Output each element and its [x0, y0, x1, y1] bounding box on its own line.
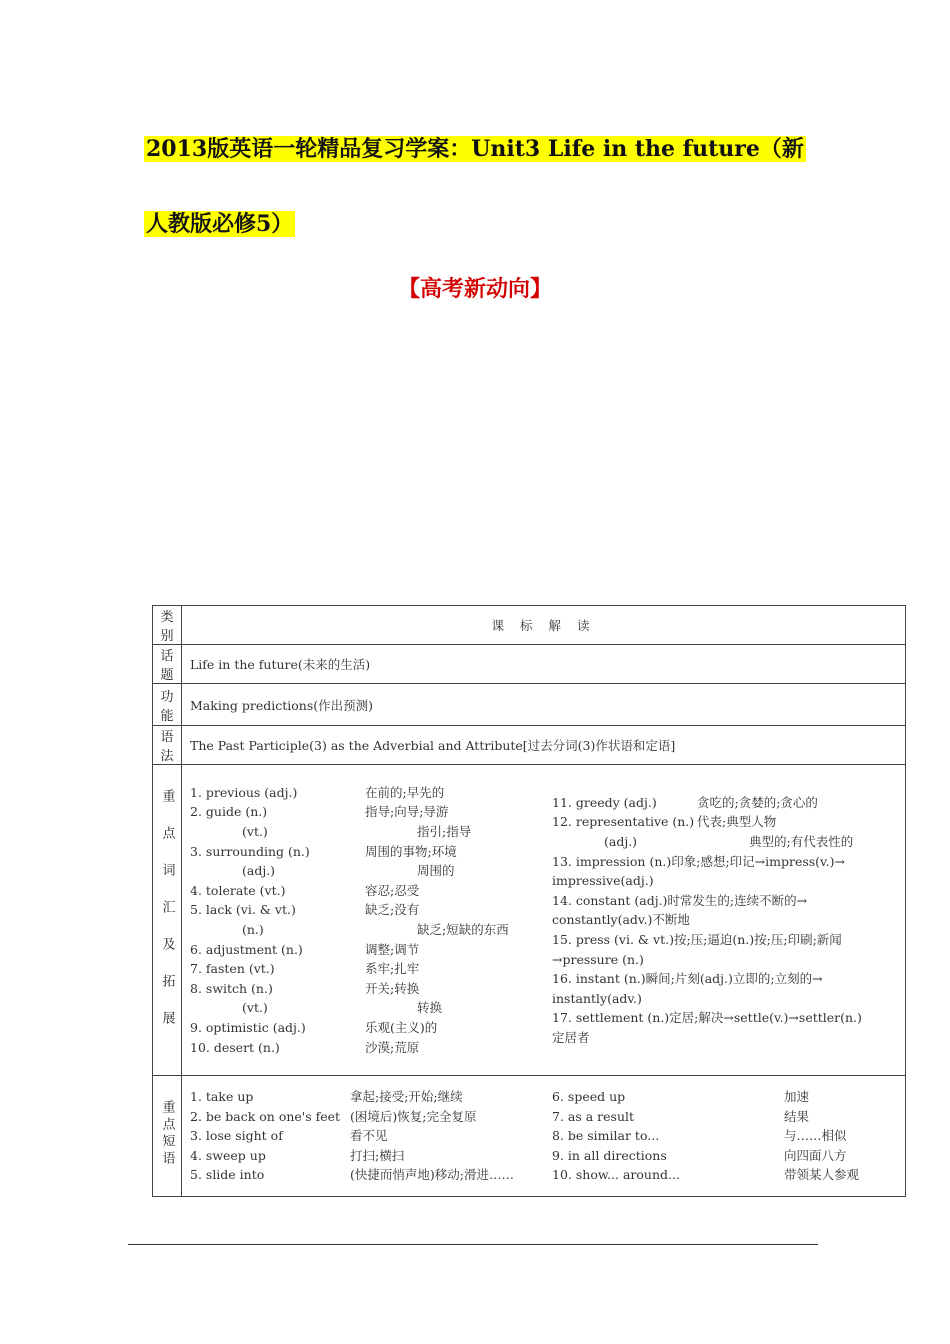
entry-english: 7. fasten (vt.): [190, 961, 275, 977]
entry-chinese: 调整;调节: [365, 941, 420, 957]
grammar-row: [153, 726, 906, 765]
list-item: [552, 1165, 897, 1185]
entry-english: 3. surrounding (n.): [190, 843, 310, 859]
list-item: [190, 979, 535, 999]
entry-english: (adj.): [604, 834, 638, 850]
entry-chinese: 向四面八方: [784, 1147, 847, 1163]
entry-chinese: 缺乏;没有: [365, 902, 420, 918]
list-item: [552, 1028, 897, 1048]
list-item: [190, 881, 535, 901]
function-label: 功能: [153, 684, 182, 726]
topic-label: 话题: [153, 645, 182, 684]
entry-english: 3. lose sight of: [190, 1128, 283, 1144]
entry-chinese: 缺乏;短缺的东西: [417, 922, 509, 937]
vocabulary-row: [153, 765, 906, 1076]
entry-english: 9. in all directions: [552, 1147, 667, 1163]
phrases-label: 重点短语: [153, 1076, 182, 1197]
list-item: [552, 930, 897, 950]
list-item: [190, 940, 535, 960]
entry-english: (n.): [242, 922, 264, 937]
list-item: [552, 852, 897, 872]
entry-english: 11. greedy (adj.): [552, 794, 657, 810]
entry-chinese: 指导;向导;导游: [365, 804, 449, 820]
entry-text: impressive(adj.): [552, 873, 654, 889]
phrases-left-column: [190, 1087, 535, 1185]
entry-chinese: 乐观(主义)的: [365, 1019, 438, 1035]
list-item: [552, 1126, 897, 1146]
document-title-line-2: 人教版必修5）: [146, 211, 294, 237]
list-item: [190, 1165, 535, 1185]
phrases-row: [153, 1076, 906, 1197]
list-item: [552, 910, 897, 930]
entry-english: 1. previous (adj.): [190, 784, 298, 800]
list-item: [552, 1087, 897, 1107]
entry-english: 10. desert (n.): [190, 1039, 280, 1055]
entry-chinese: (快捷而悄声地)移动;滑进……: [350, 1167, 514, 1183]
entry-english: 2. guide (n.): [190, 804, 268, 820]
curriculum-table: [152, 605, 906, 1197]
entry-english: 8. be similar to...: [552, 1128, 660, 1144]
function-row: [153, 684, 906, 726]
entry-chinese: 在前的;早先的: [365, 784, 445, 800]
entry-english: 5. slide into: [190, 1167, 265, 1183]
entry-chinese: 周围的事物;环境: [365, 843, 457, 859]
entry-text: →pressure (n.): [552, 951, 644, 967]
footer-divider: [128, 1244, 818, 1245]
list-item: [552, 793, 897, 813]
entry-chinese: 加速: [784, 1089, 810, 1105]
entry-chinese: 典型的;有代表性的: [749, 834, 854, 850]
list-item: [190, 920, 535, 940]
document-title-line-1: 2013版英语一轮精品复习学案：Unit3 Life in the future（新: [146, 136, 804, 162]
entry-english: 8. switch (n.): [190, 980, 273, 996]
list-item: [190, 861, 535, 881]
entry-chinese: 转换: [417, 1000, 443, 1016]
list-item: [552, 871, 897, 891]
list-item: [190, 1107, 535, 1127]
entry-chinese: 贪吃的;贪婪的;贪心的: [697, 794, 818, 810]
list-item: [190, 842, 535, 862]
list-item: [552, 832, 897, 852]
list-item: [552, 891, 897, 911]
entry-chinese: 系牢;扎牢: [365, 961, 420, 977]
header-category: 类别: [153, 606, 182, 645]
entry-chinese: 带领某人参观: [784, 1167, 860, 1183]
list-item: [552, 950, 897, 970]
list-item: [190, 1038, 535, 1058]
entry-chinese: 开关;转换: [365, 980, 420, 996]
entry-chinese: 看不见: [350, 1128, 388, 1144]
entry-english: (vt.): [242, 1000, 268, 1016]
entry-chinese: 代表;典型人物: [697, 814, 777, 830]
entry-text: 17. settlement (n.)定居;解决→settle(v.)→settler(n.): [552, 1010, 862, 1026]
entry-text: 14. constant (adj.)时常发生的;连续不断的→: [552, 892, 808, 908]
entry-english: 4. sweep up: [190, 1147, 266, 1163]
entry-text: 定居者: [552, 1029, 590, 1045]
table-header-row: [153, 606, 906, 645]
entry-chinese: 指引;指导: [417, 824, 472, 840]
entry-text: 16. instant (n.)瞬间;片刻(adj.)立即的;立刻的→: [552, 971, 823, 987]
entry-english: 4. tolerate (vt.): [190, 882, 286, 898]
entry-english: 2. be back on one's feet: [190, 1108, 341, 1124]
list-item: [190, 783, 535, 803]
topic-text: Life in the future(未来的生活): [182, 645, 906, 684]
entry-text: constantly(adv.)不断地: [552, 912, 690, 928]
entry-chinese: 容忍;忍受: [365, 882, 420, 898]
list-item: [552, 812, 897, 832]
entry-chinese: 拿起;接受;开始;继续: [350, 1089, 463, 1105]
entry-chinese: 与……相似: [784, 1128, 847, 1144]
entry-english: 1. take up: [190, 1089, 254, 1105]
grammar-label: 语法: [153, 726, 182, 765]
phrases-right-column: [552, 1087, 897, 1185]
header-content: 课 标 解 读: [182, 606, 906, 645]
function-text: Making predictions(作出预测): [182, 684, 906, 726]
list-item: [190, 802, 535, 822]
entry-english: 7. as a result: [552, 1108, 635, 1124]
vocabulary-content: [182, 765, 906, 1076]
list-item: [190, 900, 535, 920]
entry-text: 13. impression (n.)印象;感想;印记→impress(v.)→: [552, 853, 845, 869]
list-item: [190, 1146, 535, 1166]
entry-english: (vt.): [242, 824, 268, 840]
topic-row: [153, 645, 906, 684]
entry-english: 9. optimistic (adj.): [190, 1019, 306, 1035]
list-item: [190, 1126, 535, 1146]
list-item: [190, 1087, 535, 1107]
vocabulary-left-column: [190, 783, 535, 1057]
vocabulary-label: 重点词汇及拓展: [153, 765, 182, 1076]
entry-chinese: 打扫;横扫: [350, 1147, 405, 1163]
entry-chinese: 结果: [784, 1108, 810, 1124]
entry-english: 6. speed up: [552, 1089, 626, 1105]
phrases-content: [182, 1076, 906, 1197]
entry-english: 10. show... around...: [552, 1167, 680, 1183]
list-item: [552, 1107, 897, 1127]
list-item: [552, 969, 897, 989]
list-item: [190, 822, 535, 842]
entry-chinese: (困境后)恢复;完全复原: [350, 1108, 477, 1124]
entry-english: (adj.): [242, 863, 276, 879]
list-item: [552, 1008, 897, 1028]
grammar-text: The Past Participle(3) as the Adverbial and Attribute[过去分词(3)作状语和定语]: [182, 726, 906, 765]
entry-text: instantly(adv.): [552, 990, 642, 1006]
list-item: [190, 959, 535, 979]
list-item: [552, 1146, 897, 1166]
entry-english: 12. representative (n.): [552, 814, 695, 830]
vocabulary-right-column: [552, 783, 897, 1057]
entry-text: 15. press (vi. & vt.)按;压;逼迫(n.)按;压;印刷;新闻: [552, 932, 842, 947]
entry-chinese: 周围的: [417, 863, 455, 879]
entry-english: 6. adjustment (n.): [190, 941, 303, 957]
section-subtitle: 【高考新动向】: [397, 276, 552, 302]
entry-english: 5. lack (vi. & vt.): [190, 902, 296, 918]
list-item: [190, 998, 535, 1018]
list-item: [190, 1018, 535, 1038]
entry-chinese: 沙漠;荒原: [365, 1039, 420, 1055]
list-item: [552, 989, 897, 1009]
